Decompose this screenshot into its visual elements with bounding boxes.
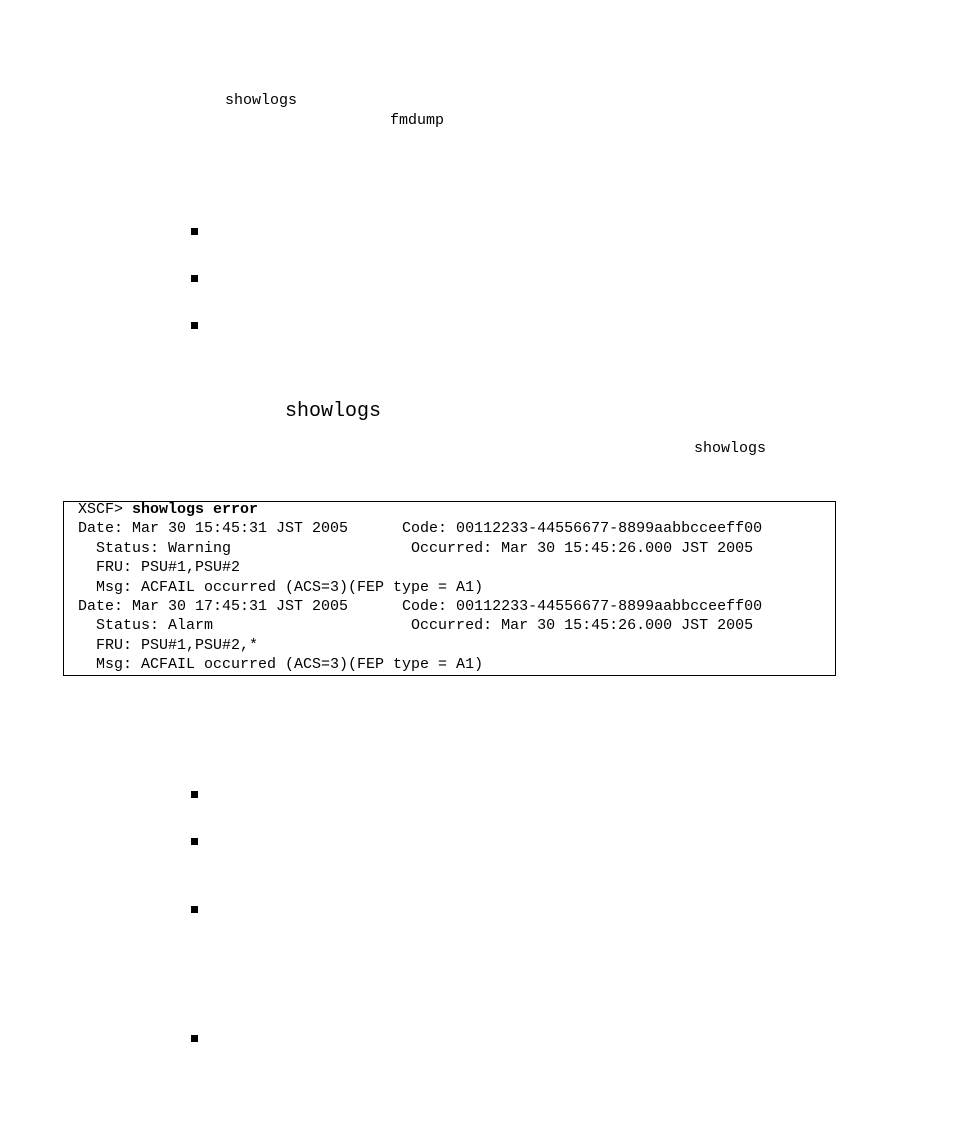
code-line: FRU: PSU#1,PSU#2 [78, 559, 241, 577]
bullet-marker [191, 838, 198, 845]
code-line: Date: Mar 30 17:45:31 JST 2005 Code: 00112233-44556677-8899aabbcceeff00 [78, 598, 763, 615]
code-line: Status: Warning Occurred: Mar 30 15:45:26.000 JST 2005 [78, 539, 754, 557]
fmdump-command-text: fmdump [390, 112, 445, 129]
bullet-marker [191, 1035, 198, 1042]
section-heading-command: showlogs [285, 400, 382, 423]
code-example-box [63, 501, 836, 676]
code-line: Date: Mar 30 15:45:31 JST 2005 Code: 00112233-44556677-8899aabbcceeff00 [78, 520, 763, 538]
code-line: Status: Alarm Occurred: Mar 30 15:45:26.000 JST 2005 [78, 617, 754, 635]
code-prompt-line [78, 500, 258, 519]
bullet-marker [191, 322, 198, 329]
inline-showlogs-command: showlogs [694, 440, 767, 457]
command-text: showlogs error [132, 501, 259, 518]
prompt-text: XSCF> [78, 501, 133, 518]
bullet-marker [191, 906, 198, 913]
showlogs-command-text: showlogs [225, 92, 298, 109]
bullet-marker [191, 791, 198, 798]
code-line: FRU: PSU#1,PSU#2,* [78, 636, 259, 654]
bullet-marker [191, 228, 198, 235]
bullet-marker [191, 275, 198, 282]
code-line: Msg: ACFAIL occurred (ACS=3)(FEP type = A1) [78, 578, 484, 596]
code-line: Msg: ACFAIL occurred (ACS=3)(FEP type = A1) [78, 656, 484, 674]
